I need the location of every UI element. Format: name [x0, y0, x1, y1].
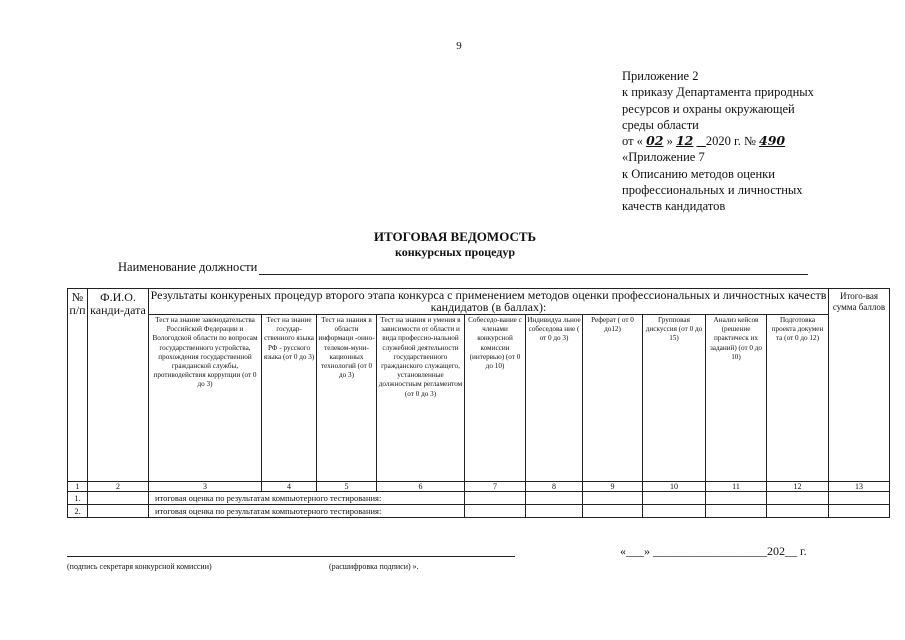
document-subtitle: конкурсных процедур	[394, 245, 516, 259]
secretary-signature-line[interactable]	[67, 556, 515, 557]
column-number: 4	[262, 482, 317, 492]
signature-decode-caption: (расшифровка подписи) ».	[329, 562, 419, 571]
column-number: 11	[706, 482, 767, 492]
appendix-line-2: к приказу Департамента природных	[622, 85, 814, 100]
header-interview: Собеседо-вание с членами конкурсной комиссии (интервью) (от 0 до 10)	[465, 315, 526, 482]
column-number: 7	[465, 482, 526, 492]
column-number: 9	[583, 482, 643, 492]
column-number: 6	[377, 482, 465, 492]
header-num: № п/п	[68, 289, 88, 482]
column-number: 3	[149, 482, 262, 492]
date-prefix: от «	[622, 134, 643, 149]
header-test-ict: Тест на знания в области информаци -онно-телеком-муни-кационных технологий (от 0 до 3)	[317, 315, 377, 482]
signature-date: «___» ___________________202__ г.	[620, 544, 807, 558]
score-cell[interactable]	[706, 492, 767, 505]
row-number: 1.	[68, 492, 88, 505]
date-mid: »	[666, 134, 673, 149]
score-cell[interactable]	[526, 492, 583, 505]
date-day-handwritten: 02	[646, 133, 664, 149]
position-label: Наименование должности	[118, 260, 258, 274]
position-line	[118, 260, 808, 275]
row-label: итоговая оценка по результатам компьютерного тестирования:	[149, 505, 465, 518]
table-row	[68, 505, 890, 518]
row-number: 2.	[68, 505, 88, 518]
document-title: ИТОГОВАЯ ВЕДОМОСТЬ	[373, 229, 537, 244]
column-number: 5	[317, 482, 377, 492]
appendix-block	[622, 68, 892, 215]
candidate-name-cell[interactable]	[88, 492, 149, 505]
appendix-line-8: профессиональных и личностных	[622, 183, 803, 198]
score-cell[interactable]	[706, 505, 767, 518]
row-label: итоговая оценка по результатам компьютерного тестирования:	[149, 492, 465, 505]
column-number: 1	[68, 482, 88, 492]
header-candidate-name: Ф.И.О. канди-дата	[88, 289, 149, 482]
header-test-legislation: Тест на знание законодательства Российской Федерации и Вологодской области по вопросам государственного устройства, прохождения государственной гражданской службы, противодействия коррупции (от 0 до 3)	[149, 315, 262, 482]
header-total-score: Итого-вая сумма баллов	[829, 289, 890, 482]
date-month-handwritten: 12	[675, 133, 694, 149]
score-cell[interactable]	[767, 505, 829, 518]
page-number: 9	[456, 40, 462, 52]
column-number: 2	[88, 482, 149, 492]
header-results-group: Результаты конкуреных процедур второго этапа конкурса с применением методов оценки профессиональных и личностных качеств кандидатов (в баллах):	[149, 289, 829, 315]
header-document-draft: Подготовка проекта докумен та (от 0 до 12)	[767, 315, 829, 482]
score-cell[interactable]	[583, 505, 643, 518]
appendix-line-6: «Приложение 7	[622, 150, 705, 165]
signature-area	[67, 543, 897, 583]
total-score-cell[interactable]	[829, 492, 890, 505]
score-cell[interactable]	[465, 492, 526, 505]
table-row	[68, 492, 890, 505]
score-cell[interactable]	[643, 492, 706, 505]
header-test-state-language: Тест на знание государ-ственного языка РФ - русского языка (от 0 до 3)	[262, 315, 317, 482]
results-table	[67, 288, 890, 518]
column-number: 13	[829, 482, 890, 492]
appendix-line-3: ресурсов и охраны окружающей	[622, 101, 795, 116]
position-blank-field[interactable]	[259, 262, 808, 275]
column-numbers-row	[68, 482, 890, 492]
header-case-analysis: Анализ кейсов (решение практическ их заданий) (от 0 до 10)	[706, 315, 767, 482]
score-cell[interactable]	[643, 505, 706, 518]
order-number-handwritten: 490	[759, 133, 786, 149]
candidate-name-cell[interactable]	[88, 505, 149, 518]
appendix-line-9: качеств кандидатов	[622, 199, 726, 214]
column-number: 12	[767, 482, 829, 492]
score-cell[interactable]	[465, 505, 526, 518]
total-score-cell[interactable]	[829, 505, 890, 518]
appendix-line-1: Приложение 2	[622, 69, 699, 83]
appendix-date-line	[622, 133, 892, 149]
header-group-discussion: Групповая дискуссия (от 0 до 15)	[643, 315, 706, 482]
column-number: 8	[526, 482, 583, 492]
column-number: 10	[643, 482, 706, 492]
date-year-text: 2020 г. №	[705, 134, 756, 149]
header-essay: Реферат ( от 0 до12)	[583, 315, 643, 482]
score-cell[interactable]	[583, 492, 643, 505]
header-test-professional: Тест на знания и умения в зависимости от области и вида профессио-нальной служебной деятельности государственного гражданского служащего, установленные должностным регламентом (от 0 до 3)	[377, 315, 465, 482]
score-cell[interactable]	[526, 505, 583, 518]
appendix-line-4: среды области	[622, 117, 699, 132]
secretary-signature-caption: (подпись секретаря конкурсной комиссии)	[67, 562, 212, 571]
header-individual-interview: Индивидуа льное собеседова ние ( от 0 до 3)	[526, 315, 583, 482]
appendix-line-7: к Описанию методов оценки	[622, 166, 775, 181]
score-cell[interactable]	[767, 492, 829, 505]
